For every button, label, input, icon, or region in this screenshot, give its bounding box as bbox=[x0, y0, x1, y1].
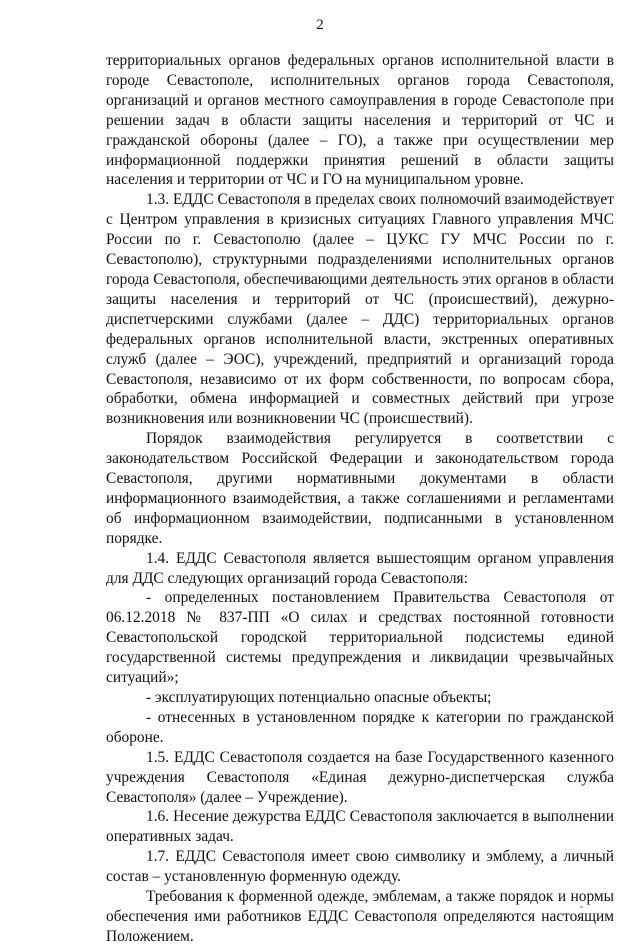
paragraph-continuation: территориальных органов федеральных органов исполнительной власти в городе Севастополе, исполнительных органов города Севастополя, организаций и органов местного самоуправления в городе Севастополе при решении задач в области защиты населения и территорий от ЧС и гражданской обороны (далее – ГО), а также при осуществлении мер информационной поддержки принятия решений в области защиты населения и территории от ЧС и ГО на муниципальном уровне. bbox=[106, 52, 614, 189]
document-body bbox=[106, 51, 614, 947]
paragraph-1-7-symbols: 1.7. ЕДДС Севастополя имеет свою символику и эмблему, а личный состав – установленную форменную одежду. bbox=[106, 848, 614, 886]
paragraph-interaction-order: Порядок взаимодействия регулируется в соответствии с законодательством Российской Федерации и законодательством города Севастополя, другими нормативными документами в области информационного взаимодействия, а также соглашениями и регламентами об информационном взаимодействии, подписанными в установленном порядке. bbox=[106, 430, 614, 547]
scan-artifact bbox=[580, 906, 583, 908]
list-item-resolution: - определенных постановлением Правительства Севастополя от 06.12.2018 № 837-ПП «О силах и средствах постоянной готовности Севастопольской городской территориальной подсистемы единой государственной системы предупреждения и ликвидации чрезвычайных ситуаций»; bbox=[106, 589, 614, 687]
page-number: 2 bbox=[316, 17, 324, 33]
list-item-civil-defense: - отнесенных в установленном порядке к категории по гражданской обороне. bbox=[106, 708, 614, 746]
paragraph-1-3-interaction: 1.3. ЕДДС Севастополя в пределах своих полномочий взаимодействует с Центром управления в кризисных ситуациях Главного управления МЧС России по г. Севастополю (далее – ЦУКС ГУ МЧС России по г. Севастополю), структурными подразделениями исполнительных органов города Севастополя, обеспечивающими деятельность этих органов в области защиты населения и территорий от ЧС (происшествий), дежурно-диспетчерскими службами (далее – ДДС) территориальных органов федеральных органов исполнительной власти, экстренных оперативных служб (далее – ЭОС), учреждений, предприятий и организаций города Севастополя, независимо от их форм собственности, по вопросам сбора, обработки, обмена информацией и совместных действий при угрозе возникновения или возникновении ЧС (происшествий). bbox=[106, 191, 614, 428]
paragraph-uniform-requirements: Требования к форменной одежде, эмблемам, а также порядок и нормы обеспечения ими работников ЕДДС Севастополя определяются настоящим Положением. bbox=[106, 888, 614, 945]
paragraph-1-4-superior-body: 1.4. ЕДДС Севастополя является вышестоящим органом управления для ДДС следующих организаций города Севастополя: bbox=[106, 549, 614, 587]
paragraph-1-5-institution: 1.5. ЕДДС Севастополя создается на базе Государственного казенного учреждения Севастополя «Единая дежурно-диспетчерская служба Севастополя» (далее – Учреждение). bbox=[106, 748, 614, 806]
list-item-hazardous-objects: - эксплуатирующих потенциально опасные объекты; bbox=[146, 689, 492, 706]
paragraph-1-6-duty: 1.6. Несение дежурства ЕДДС Севастополя заключается в выполнении оперативных задач. bbox=[106, 808, 614, 846]
